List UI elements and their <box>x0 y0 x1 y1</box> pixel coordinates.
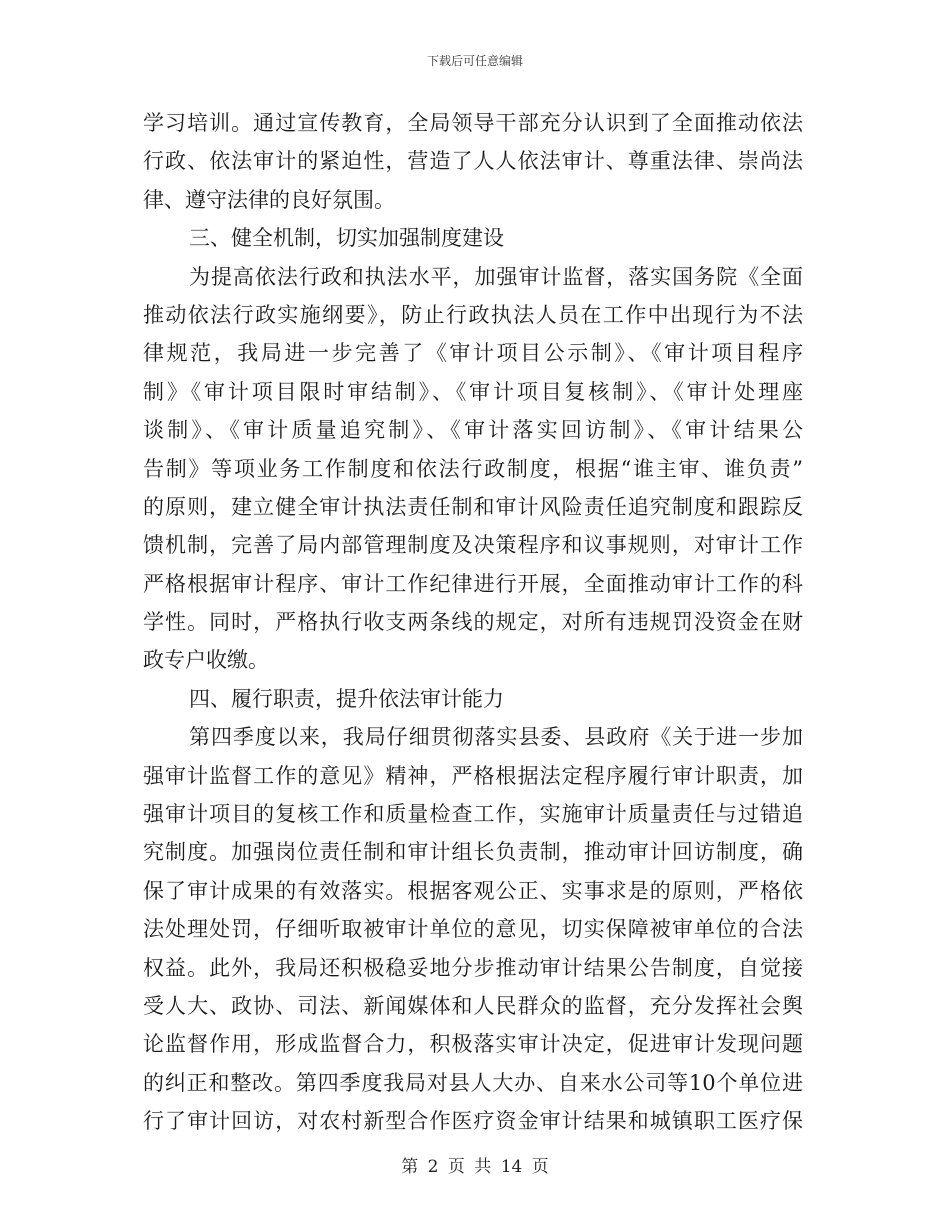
text-line: 强审计监督工作的意见》精神，严格根据法定程序履行审计职责，加 <box>143 763 803 788</box>
text-line: 制》《审计项目限时审结制》、《审计项目复核制》、《审计处理座 <box>143 379 803 404</box>
text-line: 的原则，建立健全审计执法责任制和审计风险责任追究制度和跟踪反 <box>143 494 803 519</box>
text-line: 律规范，我局进一步完善了《审计项目公示制》、《审计项目程序 <box>143 341 803 366</box>
text-line: 为提高依法行政和执法水平，加强审计监督，落实国务院《全面 <box>189 264 803 289</box>
text-line: 的纠正和整改。第四季度我局对县人大办、自来水公司等10个单位进 <box>143 1070 803 1095</box>
section-heading: 四、履行职责，提升依法审计能力 <box>189 686 504 711</box>
text-line: 行政、依法审计的紧迫性，营造了人人依法审计、尊重法律、崇尚法 <box>143 149 803 174</box>
page-number: 第 2 页 共 14 页 <box>401 1157 549 1177</box>
text-line: 学习培训。通过宣传教育，全局领导干部充分认识到了全面推动依法 <box>143 111 803 135</box>
text-line: 学性。同时，严格执行收支两条线的规定，对所有违规罚没资金在财 <box>143 610 803 635</box>
text-line: 论监督作用，形成监督合力，积极落实审计决定，促进审计发现问题 <box>143 1032 803 1057</box>
text-line: 强审计项目的复核工作和质量检查工作，实施审计质量责任与过错追 <box>143 802 803 827</box>
text-line: 权益。此外，我局还积极稳妥地分步推动审计结果公告制度，自觉接 <box>143 955 803 980</box>
text-line: 究制度。加强岗位责任制和审计组长负责制，推动审计回访制度，确 <box>143 840 803 865</box>
text-line: 推动依法行政实施纲要》，防止行政执法人员在工作中出现行为不法 <box>143 302 803 327</box>
text-line: 告制》等项业务工作制度和依法行政制度，根据“谁主审、谁负责” <box>143 456 803 481</box>
section-heading: 三、健全机制，切实加强制度建设 <box>189 226 504 251</box>
text-line: 律、遵守法律的良好氛围。 <box>143 187 395 212</box>
text-line: 谈制》、《审计质量追究制》、《审计落实回访制》、《审计结果公 <box>143 418 803 443</box>
text-line: 严格根据审计程序、审计工作纪律进行开展，全面推动审计工作的科 <box>143 571 803 596</box>
document-body <box>143 104 803 1141</box>
text-line: 第四季度以来，我局仔细贯彻落实县委、县政府《关于进一步加 <box>189 725 803 750</box>
text-line: 行了审计回访，对农村新型合作医疗资金审计结果和城镇职工医疗保 <box>143 1109 803 1134</box>
header-note: 下载后可任意编辑 <box>426 54 523 68</box>
text-line: 受人大、政协、司法、新闻媒体和人民群众的监督，充分发挥社会舆 <box>143 993 803 1018</box>
text-line: 法处理处罚，仔细听取被审计单位的意见，切实保障被审单位的合法 <box>143 917 803 942</box>
text-line: 保了审计成果的有效落实。根据客观公正、实事求是的原则，严格依 <box>143 878 803 903</box>
text-line: 政专户收缴。 <box>143 648 269 673</box>
text-line: 馈机制，完善了局内部管理制度及决策程序和议事规则，对审计工作 <box>143 533 803 558</box>
